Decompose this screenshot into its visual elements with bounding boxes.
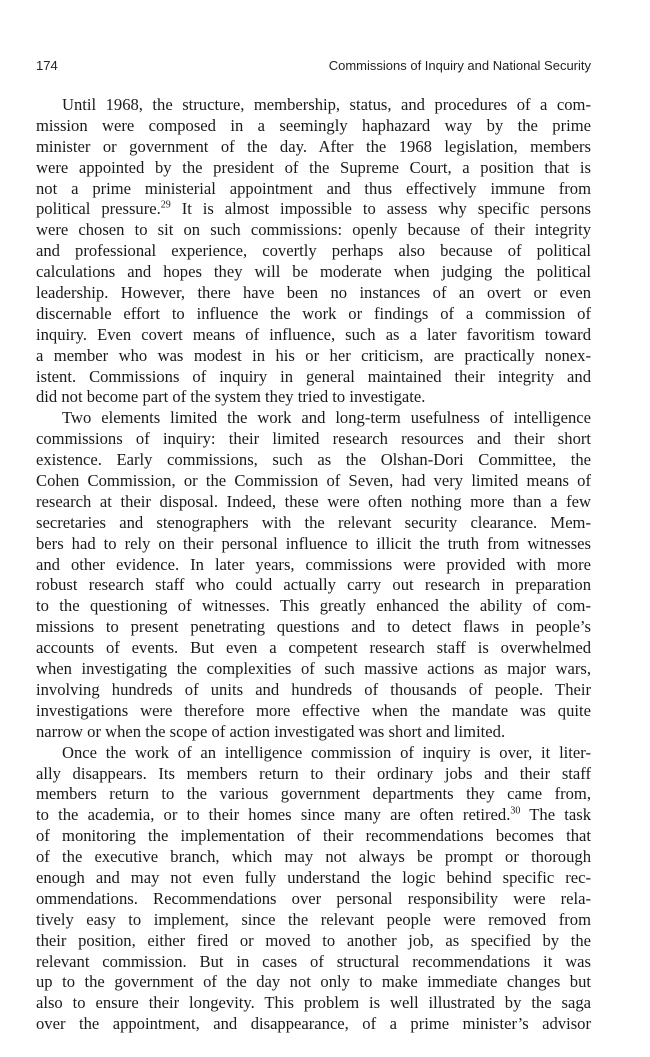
line-text: to the academia, or to their homes since many are often retired. (36, 805, 511, 825)
body-text (36, 95, 591, 1035)
text-line: involving hundreds of units and hundreds of thousands of people. Their (36, 679, 591, 699)
text-line: ommendations. Recommendations over personal responsibility were rela- (36, 888, 591, 908)
line-text: political pressure. (36, 199, 161, 219)
text-line: istent. Commissions of inquiry in general maintained their integrity and (36, 366, 591, 386)
text-line: existence. Early commissions, such as the Olshan-Dori Committee, the (36, 450, 591, 470)
text-line: not a prime ministerial appointment and thus effectively immune from (36, 178, 591, 198)
footnote-ref-30[interactable]: 30 (510, 805, 521, 817)
text-line: Once the work of an intelligence commission of inquiry is over, it liter- (62, 742, 591, 762)
text-line: members return to the various government departments they came from, (36, 784, 591, 804)
text-line: and professional experience, covertly perhaps also because of political (36, 241, 591, 261)
text-line: mission were composed in a seemingly haphazard way by the prime (36, 115, 591, 135)
text-line: were chosen to sit on such commissions: openly because of their integrity (36, 220, 591, 240)
text-line: also to ensure their longevity. This problem is well illustrated by the saga (36, 993, 591, 1013)
text-line: and other evidence. In later years, commissions were provided with more (36, 554, 591, 574)
text-line: relevant commission. But in cases of structural recommendations it was (36, 951, 591, 971)
text-line: when investigating the complexities of such massive actions as major wars, (36, 659, 591, 679)
text-line: investigations were therefore more effective when the mandate was quite (36, 700, 591, 720)
text-line: up to the government of the day not only to make immediate changes but (36, 972, 591, 992)
text-line: to the questioning of witnesses. This greatly enhanced the ability of com- (36, 596, 591, 616)
text-line: over the appointment, and disappearance, of a prime minister’s advisor (36, 1014, 591, 1034)
text-line: calculations and hopes they will be moderate when judging the political (36, 262, 591, 282)
text-line: commissions of inquiry: their limited research resources and their short (36, 429, 591, 449)
text-line: bers had to rely on their personal influence to illicit the truth from witnesses (36, 533, 591, 553)
text-line: of the executive branch, which may not always be prompt or thorough (36, 847, 591, 867)
text-line: secretaries and stenographers with the relevant security clearance. Mem- (36, 512, 591, 532)
line-text: It is almost impossible to assess why specific persons (170, 199, 591, 219)
running-head (36, 58, 591, 80)
text-line: tively easy to implement, since the relevant people were removed from (36, 909, 591, 929)
text-line: a member who was modest in his or her criticism, are practically nonex- (36, 345, 591, 365)
text-line: ally disappears. Its members return to their ordinary jobs and their staff (36, 763, 591, 783)
text-line: narrow or when the scope of action investigated was short and limited. (36, 721, 506, 741)
text-line: research at their disposal. Indeed, these were often nothing more than a few (36, 491, 591, 511)
running-title: Commissions of Inquiry and National Security (328, 58, 591, 73)
text-line: Until 1968, the structure, membership, status, and procedures of a com- (62, 95, 591, 114)
footnote-ref-29[interactable]: 29 (160, 199, 171, 211)
text-line: missions to present penetrating questions and to detect flaws in people’s (36, 617, 591, 637)
text-line: were appointed by the president of the Supreme Court, a position that is (36, 157, 591, 177)
text-line (36, 805, 591, 826)
text-line: minister or government of the day. After the 1968 legislation, members (36, 136, 591, 156)
text-line: their position, either fired or moved to another job, as specified by the (36, 930, 591, 950)
text-line: enough and may not even fully understand the logic behind specific rec- (36, 867, 591, 887)
text-line: leadership. However, there have been no instances of an overt or even (36, 283, 591, 303)
text-line: discernable effort to influence the work or findings of a commission of (36, 303, 591, 323)
text-line: Two elements limited the work and long-term usefulness of intelligence (62, 408, 591, 428)
text-line: did not become part of the system they tried to investigate. (36, 387, 426, 407)
text-line: accounts of events. But even a competent research staff is overwhelmed (36, 638, 591, 658)
text-line: of monitoring the implementation of their recommendations becomes that (36, 826, 591, 846)
text-line: Cohen Commission, or the Commission of Seven, had very limited means of (36, 471, 591, 491)
text-line: inquiry. Even covert means of influence, such as a later favoritism toward (36, 324, 591, 344)
line-text: The task (520, 805, 591, 825)
text-line (36, 199, 591, 220)
page-number: 174 (36, 58, 58, 73)
text-line: robust research staff who could actually carry out research in preparation (36, 575, 591, 595)
